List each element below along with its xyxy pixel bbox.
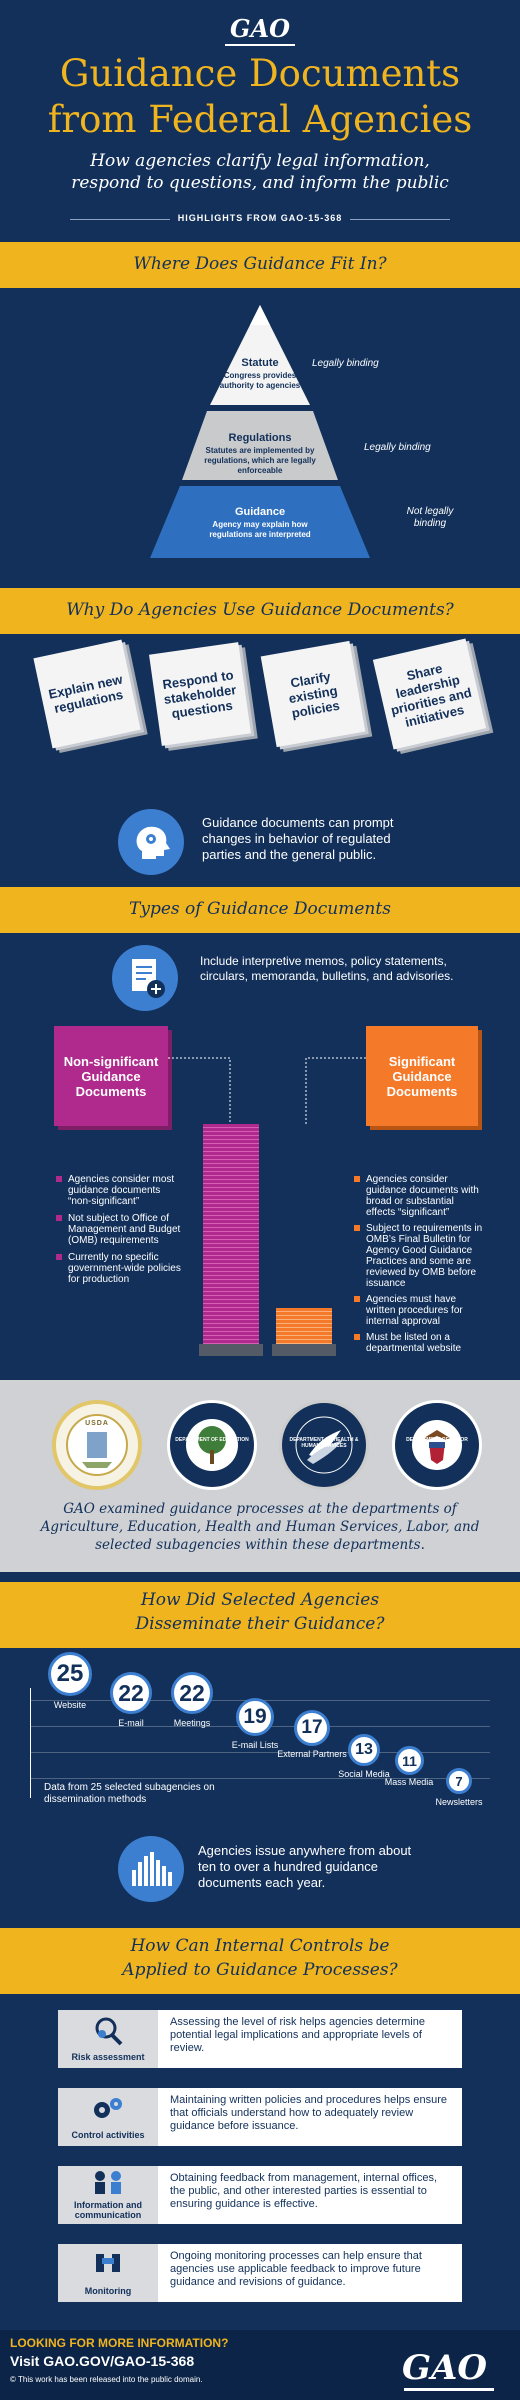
control-label-activities: Control activities <box>58 2088 158 2146</box>
footer-logo-underline <box>404 2388 494 2391</box>
gao-logo: GAO <box>229 14 291 43</box>
reason-clarify: Clarify existing policies <box>261 641 366 747</box>
seal-labor: DEPARTMENT OF LABOR <box>392 1400 482 1490</box>
nonsig-label: Non-significant Guidance Documents <box>54 1026 168 1126</box>
control-text-monitoring: Ongoing monitoring processes can help ensure that agencies use applicable feedback to improve future guidance and revisions of guidance. <box>170 2250 422 2288</box>
gears-icon <box>88 2092 128 2126</box>
method-label-newsletters: Newsletters <box>435 1797 483 1807</box>
method-circle-social-media: 13 <box>348 1734 380 1766</box>
departments-text: GAO examined guidance processes at the departments of Agriculture, Education, Health and Human Services, Labor, and selected subagencies within these departments. <box>40 1501 480 1553</box>
footer-question: LOOKING FOR MORE INFORMATION? <box>10 2336 229 2350</box>
subtitle-line2: respond to questions, and inform the public <box>71 173 449 193</box>
control-text-risk: Assessing the level of risk helps agencies determine potential legal implications and appropriate levels of review. <box>170 2016 425 2054</box>
method-circle-external-partners: 17 <box>294 1710 330 1746</box>
sig-bullet: Agencies must have written procedures for internal approval <box>354 1294 484 1327</box>
highlights-label: HIGHLIGHTS FROM GAO-15-368 <box>177 213 343 223</box>
footer-gao-logo: GAO <box>402 2348 488 2388</box>
regulations-title: Regulations <box>228 432 292 444</box>
guidance-text: Agency may explain how regulations are interpreted <box>209 520 311 539</box>
nonsig-bullet: Agencies consider most guidance documents “non-significant” <box>56 1174 182 1207</box>
nonsig-bullet: Currently no specific government-wide policies for production <box>56 1252 182 1285</box>
sig-stack <box>276 1308 332 1346</box>
copyright-icon: © <box>10 2375 16 2384</box>
sig-bullet: Subject to requirements in OMB’s Final Bulletin for Agency Good Guidance Practices and some are reviewed by OMB before issuance <box>354 1223 484 1289</box>
sig-label: Significant Guidance Documents <box>366 1026 478 1126</box>
dissemination-source: Data from 25 selected subagencies on dissemination methods <box>44 1782 215 1805</box>
sig-bullet: Must be listed on a departmental website <box>354 1332 484 1354</box>
sig-bullets <box>354 1174 484 1354</box>
nonsig-bullets <box>56 1174 182 1285</box>
method-circle-website: 25 <box>48 1652 92 1696</box>
footer-visit-link[interactable]: Visit GAO.GOV/GAO-15-368 <box>10 2353 195 2369</box>
bar-chart-icon <box>118 1836 184 1902</box>
control-text-information: Obtaining feedback from management, internal offices, the public, and other interested parties is essential to ensuring guidance is effective. <box>170 2172 438 2210</box>
method-label-email-lists: E-mail Lists <box>231 1740 279 1750</box>
nonsig-stack <box>203 1124 259 1346</box>
types-connectors <box>0 1050 520 1130</box>
control-label-monitoring: Monitoring <box>58 2244 158 2302</box>
control-text-activities: Maintaining written policies and procedures helps ensure that officials understand how to adequately review guidance before issuance. <box>170 2094 447 2132</box>
guidance-title: Guidance <box>234 506 286 518</box>
method-circle-meetings: 22 <box>171 1672 213 1714</box>
disseminate-title-line1: How Did Selected Agencies <box>140 1590 380 1610</box>
reason-respond: Respond to stakeholder questions <box>149 642 251 746</box>
why-note: Guidance documents can prompt changes in behavior of regulated parties and the general public. <box>202 815 394 862</box>
footer-public-domain: © This work has been released into the public domain. <box>10 2375 203 2384</box>
people-icon <box>88 2168 128 2198</box>
types-title: Types of Guidance Documents <box>129 899 391 919</box>
control-row-monitoring <box>58 2244 462 2302</box>
highlights-rule-left <box>70 219 170 220</box>
seal-health-human-services: DEPARTMENT OF HEALTH & HUMAN SERVICES <box>279 1400 369 1490</box>
regulations-text: Statutes are implemented by regulations, which are legally enforceable <box>204 446 316 475</box>
method-circle-email-lists: 19 <box>236 1698 274 1736</box>
method-label-website: Website <box>53 1700 87 1710</box>
reason-explain: Explain new regulations <box>33 640 140 749</box>
controls-title-line1: How Can Internal Controls be <box>130 1936 390 1956</box>
statute-text: Congress provides authority to agencies <box>219 371 301 390</box>
page-title-line1: Guidance Documents <box>59 52 461 95</box>
why-title: Why Do Agencies Use Guidance Documents? <box>66 600 454 620</box>
head-gear-icon <box>118 809 184 875</box>
control-label-risk: Risk assessment <box>58 2010 158 2068</box>
seal-agriculture: USDA <box>52 1400 142 1490</box>
statute-title: Statute <box>241 357 279 369</box>
method-circle-email: 22 <box>110 1672 152 1714</box>
nonsig-bullet: Not subject to Office of Management and Budget (OMB) requirements <box>56 1213 182 1246</box>
control-row-information <box>58 2166 462 2224</box>
seal-education: DEPARTMENT OF EDUCATION <box>167 1400 257 1490</box>
regulations-binding: Legally binding <box>364 442 431 453</box>
highlights-rule-right <box>350 219 450 220</box>
method-label-mass-media: Mass Media <box>384 1777 434 1787</box>
sig-bullet: Agencies consider guidance documents with broad or substantial effects “significant” <box>354 1174 484 1218</box>
control-label-information: Information and communication <box>58 2166 158 2224</box>
method-label-meetings: Meetings <box>173 1718 211 1728</box>
guidance-binding: Not legally binding <box>406 506 454 529</box>
binoculars-icon <box>88 2248 128 2282</box>
logo-underline <box>225 44 295 46</box>
dissemination-note: Agencies issue anywhere from about ten to over a hundred guidance documents each year. <box>198 1843 412 1890</box>
statute-binding: Legally binding <box>312 358 379 369</box>
header <box>0 0 520 230</box>
method-label-external-partners: External Partners <box>277 1749 347 1759</box>
page-title-line2: from Federal Agencies <box>47 98 473 141</box>
method-label-email: E-mail <box>118 1718 144 1728</box>
types-intro: Include interpretive memos, policy statements, circulars, memoranda, bulletins, and advisories. <box>200 954 454 983</box>
fit-title: Where Does Guidance Fit In? <box>133 254 387 274</box>
magnifier-icon <box>88 2014 128 2048</box>
controls-title-line2: Applied to Guidance Processes? <box>122 1960 398 1980</box>
method-label-social-media: Social Media <box>338 1769 390 1779</box>
reason-share: Share leadership priorities and initiatives <box>373 638 486 749</box>
sig-base <box>272 1344 336 1356</box>
method-circle-mass-media: 11 <box>395 1746 424 1775</box>
disseminate-title-line2: Disseminate their Guidance? <box>135 1614 385 1634</box>
method-circle-newsletters: 7 <box>446 1768 472 1794</box>
subtitle-line1: How agencies clarify legal information, <box>90 151 430 171</box>
nonsig-base <box>199 1344 263 1356</box>
document-icon <box>112 945 178 1011</box>
control-row-risk <box>58 2010 462 2068</box>
control-row-activities <box>58 2088 462 2146</box>
